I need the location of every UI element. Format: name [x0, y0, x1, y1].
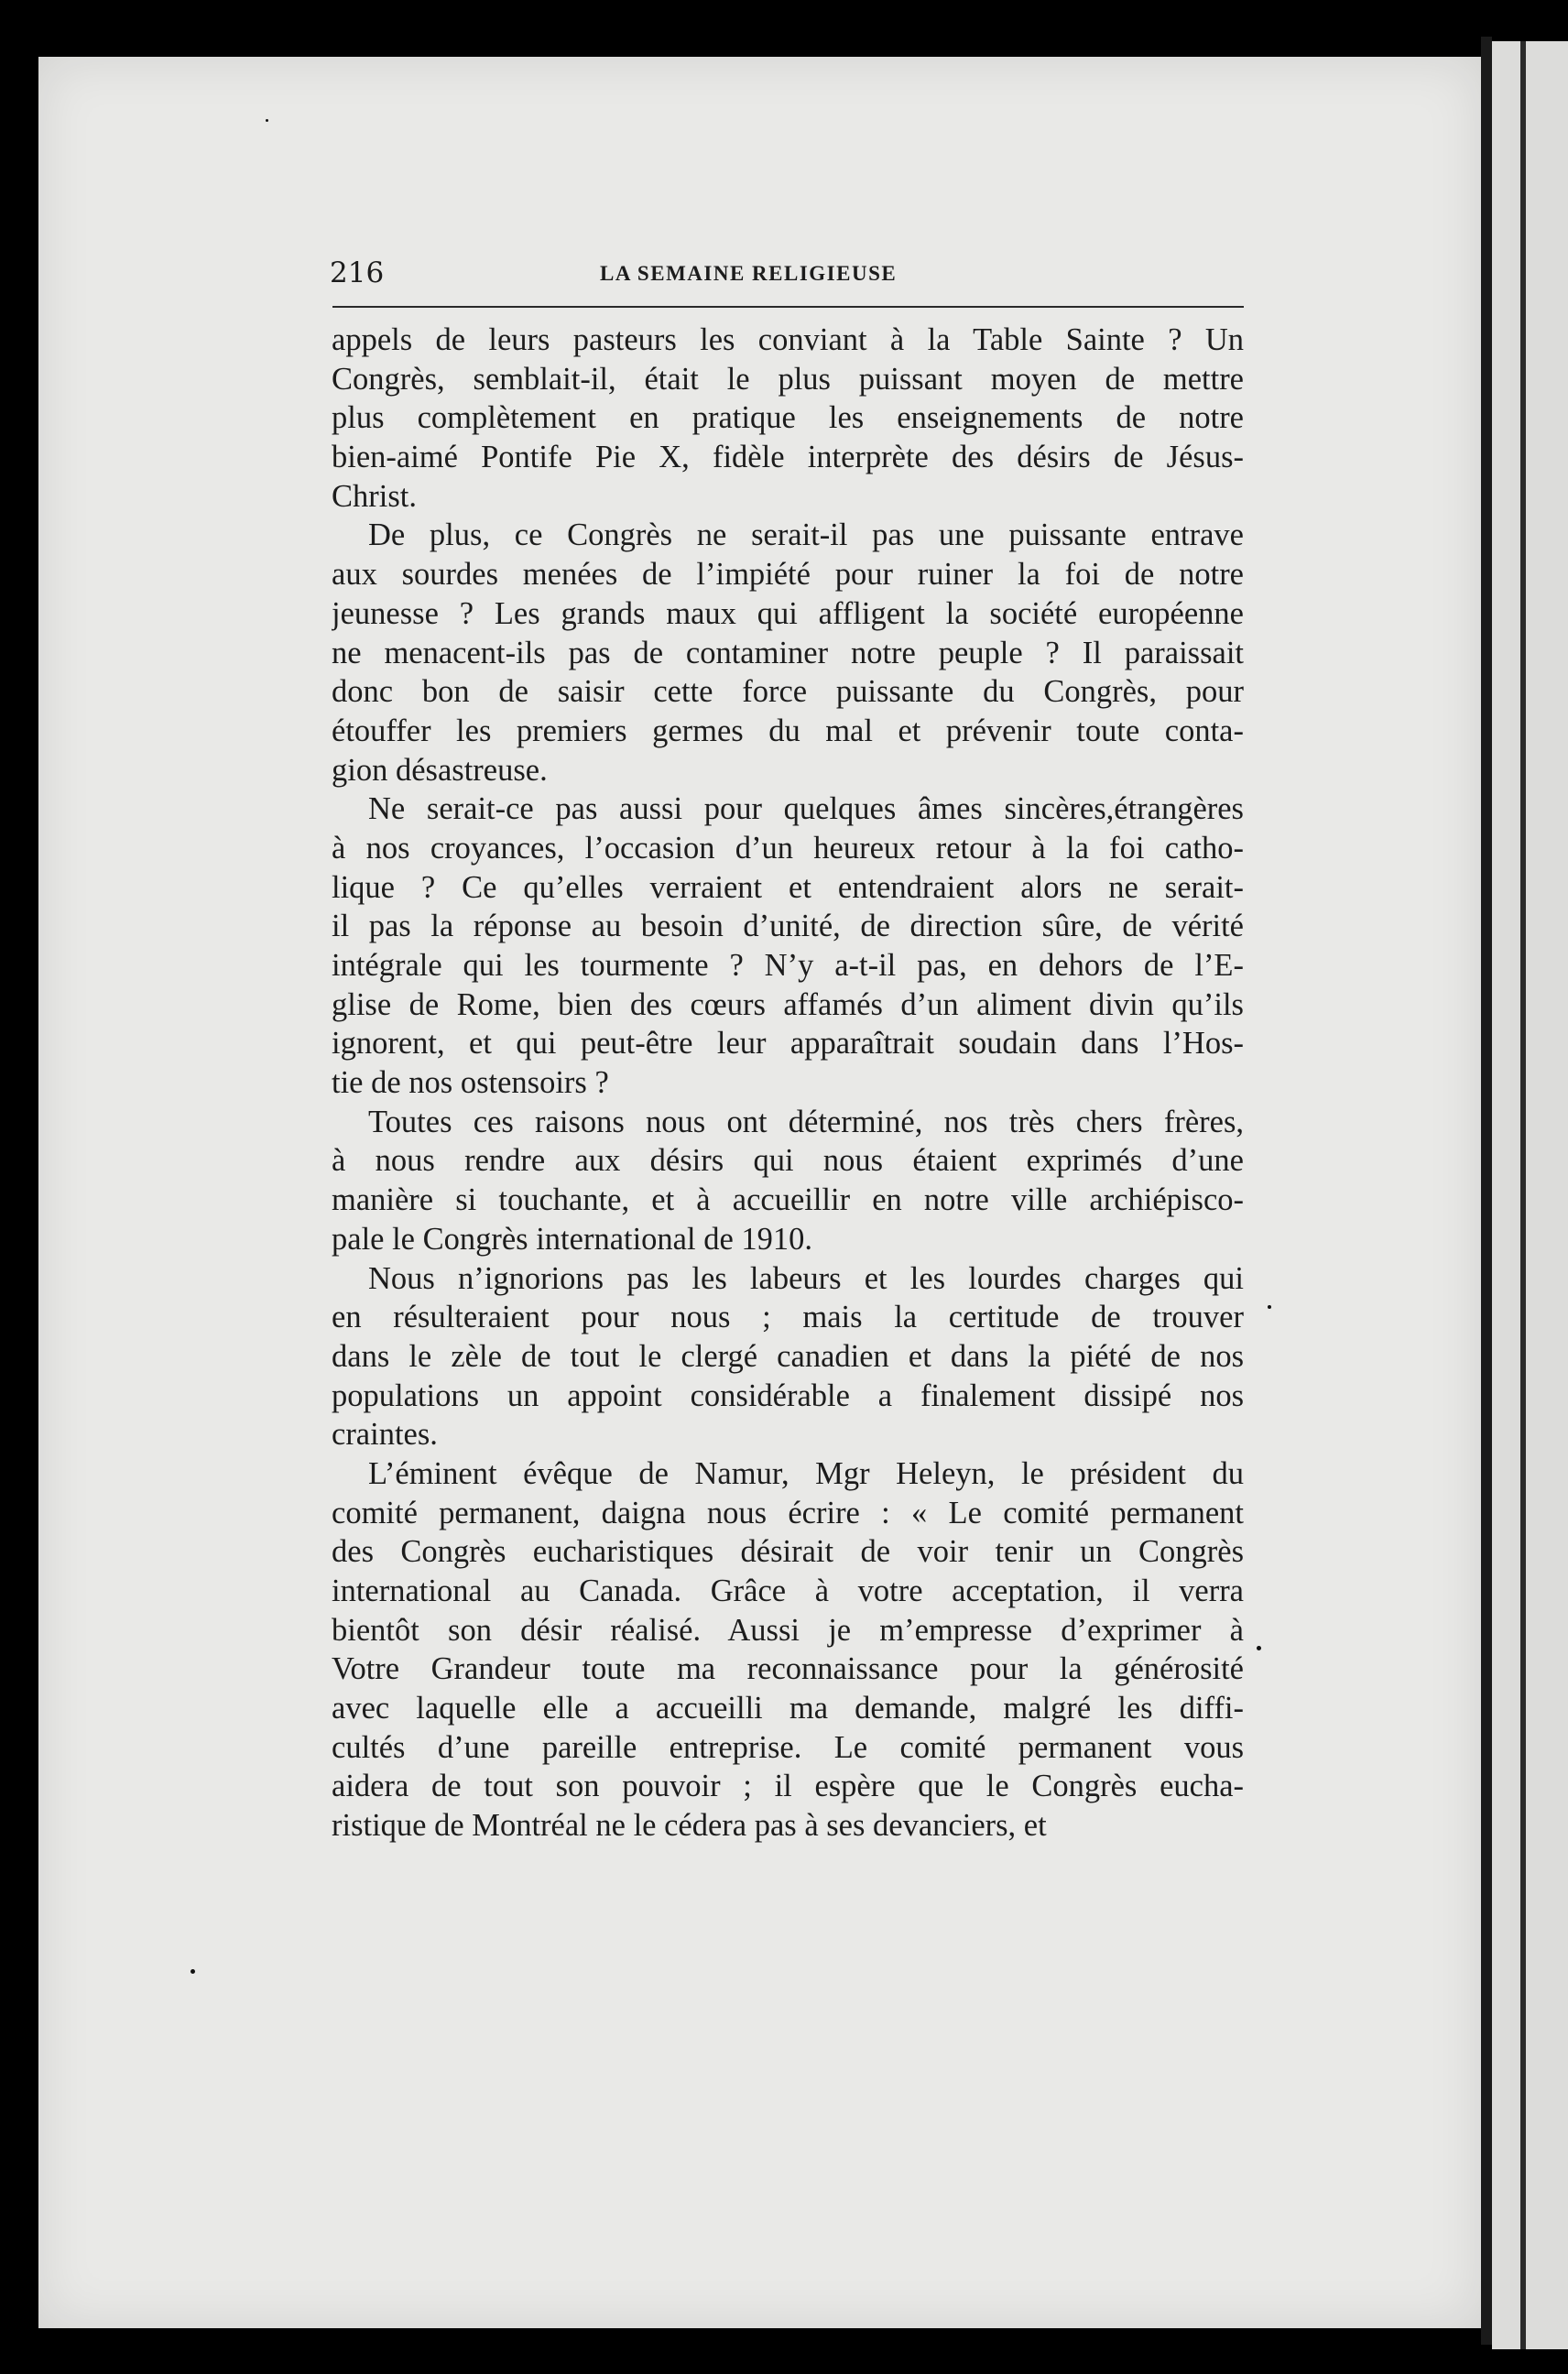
text-line: à nos croyances, l’occasion d’un heureux retour à la foi catho-: [332, 830, 1244, 866]
text-line: jeunesse ? Les grands maux qui affligent la société européenne: [332, 595, 1244, 631]
text-line: des Congrès eucharistiques désirait de voir tenir un Congrès: [332, 1534, 1244, 1570]
text-line: Votre Grandeur toute ma reconnaissance pour la générosité: [332, 1651, 1244, 1687]
text-line: Nous n’ignorions pas les labeurs et les lourdes charges qui: [368, 1260, 1244, 1296]
text-line: donc bon de saisir cette force puissante du Congrès, pour: [332, 674, 1244, 710]
text-line: en résulteraient pour nous ; mais la certitude de trouver: [332, 1300, 1244, 1335]
text-line: aux sourdes menées de l’impiété pour ruiner la foi de notre: [332, 557, 1244, 593]
text-line: ristique de Montréal ne le cédera pas à ses devanciers, et: [332, 1808, 1047, 1844]
text-line: glise de Rome, bien des cœurs affamés d’un aliment divin qu’ils: [332, 986, 1244, 1022]
text-line: il pas la réponse au besoin d’unité, de direction sûre, de vérité: [332, 909, 1244, 944]
text-line: pale le Congrès international de 1910.: [332, 1221, 813, 1257]
paragraph: [332, 790, 1244, 1103]
text-line: bien-aimé Pontife Pie X, fidèle interprète des désirs de Jésus-: [332, 440, 1244, 475]
text-line: Christ.: [332, 478, 417, 514]
text-line: étouffer les premiers germes du mal et prévenir toute conta-: [332, 713, 1244, 748]
facing-page-border: [1520, 41, 1526, 2349]
book-spine: [1481, 37, 1492, 2345]
text-line: intégrale qui les tourmente ? N’y a-t-il pas, en dehors de l’E-: [332, 948, 1244, 983]
header-rule: [332, 306, 1244, 308]
text-line: tie de nos ostensoirs ?: [332, 1065, 609, 1101]
paragraph: [332, 1259, 1244, 1454]
text-line: ignorent, et qui peut-être leur apparaîtrait soudain dans l’Hos-: [332, 1026, 1244, 1062]
text-line: à nous rendre aux désirs qui nous étaient exprimés d’une: [332, 1143, 1244, 1179]
dust-speck: [191, 1969, 195, 1974]
text-line: Toutes ces raisons nous ont déterminé, nos très chers frères,: [368, 1104, 1244, 1139]
text-line: L’éminent évêque de Namur, Mgr Heleyn, le président du: [368, 1455, 1244, 1491]
text-line: dans le zèle de tout le clergé canadien et dans la piété de nos: [332, 1338, 1244, 1374]
dust-speck: [1257, 1646, 1261, 1650]
text-line: ne menacent-ils pas de contaminer notre peuple ? Il paraissait: [332, 635, 1244, 670]
text-line: international au Canada. Grâce à votre acceptation, il verra: [332, 1574, 1244, 1608]
text-line: lique ? Ce qu’elles verraient et entendraient alors ne serait-: [332, 869, 1244, 905]
text-line: aidera de tout son pouvoir ; il espère que le Congrès eucha-: [332, 1769, 1244, 1804]
paragraph: [332, 321, 1244, 516]
text-line: craintes.: [332, 1417, 438, 1453]
text-line: cultés d’une pareille entreprise. Le comité permanent vous: [332, 1729, 1244, 1765]
paragraph: [332, 1454, 1244, 1846]
text-line: comité permanent, daigna nous écrire : « Le comité permanent: [332, 1495, 1244, 1530]
text-line: populations un appoint considérable a finalement dissipé nos: [332, 1378, 1244, 1413]
paragraph: [332, 516, 1244, 790]
text-line: De plus, ce Congrès ne serait-il pas une puissante entrave: [368, 517, 1244, 553]
running-head: [330, 256, 1246, 293]
text-line: plus complètement en pratique les enseignements de notre: [332, 400, 1244, 436]
dust-speck: [266, 119, 268, 122]
text-line: manière si touchante, et à accueillir en notre ville archiépisco-: [332, 1182, 1244, 1218]
page-number: 216: [330, 256, 385, 289]
running-title: LA SEMAINE RELIGIEUSE: [600, 262, 898, 285]
facing-page-edge: [1492, 41, 1568, 2349]
paragraph: [332, 1103, 1244, 1259]
text-line: Congrès, semblait-il, était le plus puissant moyen de mettre: [332, 361, 1244, 397]
body-text: [332, 321, 1244, 1846]
dust-speck: [1268, 1305, 1271, 1309]
text-line: appels de leurs pasteurs les conviant à la Table Sainte ? Un: [332, 322, 1244, 357]
text-line: gion désastreuse.: [332, 752, 548, 788]
text-line: avec laquelle elle a accueilli ma demande, malgré les diffi-: [332, 1691, 1244, 1726]
text-line: Ne serait-ce pas aussi pour quelques âmes sincères,étrangères: [368, 791, 1244, 827]
text-line: bientôt son désir réalisé. Aussi je m’empresse d’exprimer à: [332, 1612, 1244, 1648]
